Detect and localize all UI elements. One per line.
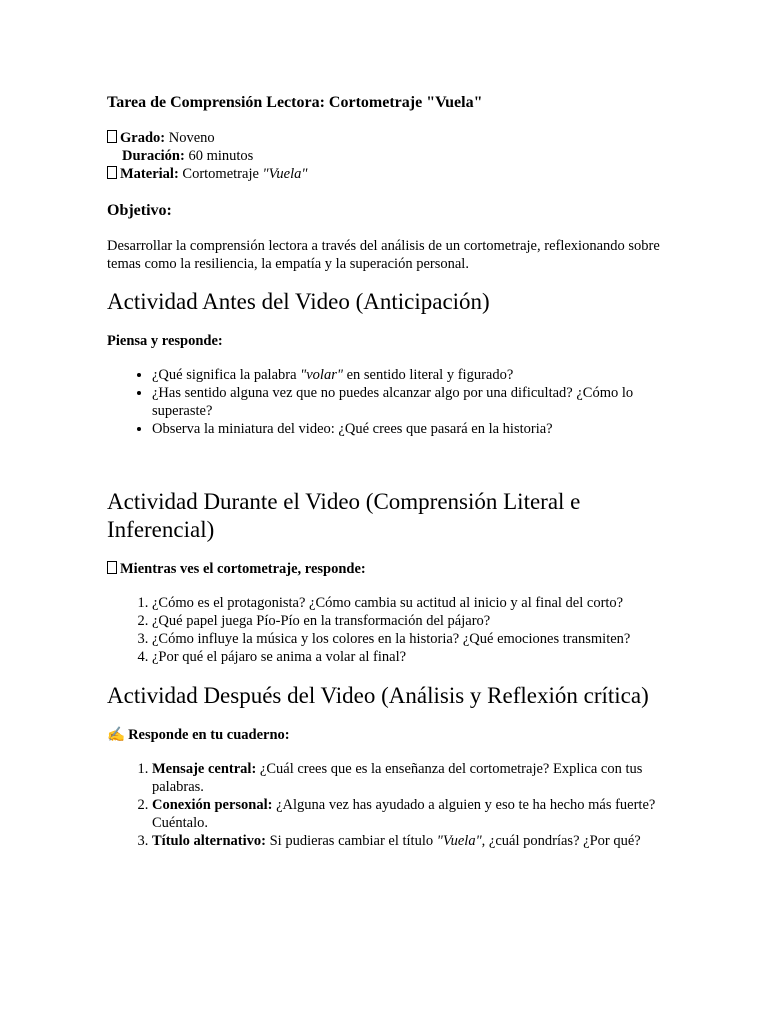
after-prompt: Responde en tu cuaderno: <box>128 727 290 743</box>
list-item <box>152 796 667 832</box>
emphasized-word: "volar" <box>300 367 343 383</box>
list-item: 3. ¿Cómo influye la música y los colores en la historia? ¿Qué emociones transmiten? <box>152 630 667 648</box>
meta-block <box>107 129 667 183</box>
list-item: 1. ¿Cómo es el protagonista? ¿Cómo cambia su actitud al inicio y al final del corto? <box>152 594 667 612</box>
missing-glyph-icon <box>107 130 117 143</box>
missing-glyph-icon <box>107 561 117 574</box>
grade-value: Noveno <box>168 130 215 146</box>
item-text: , ¿cuál pondrías? ¿Por qué? <box>481 833 641 849</box>
item-label: Mensaje central: <box>152 761 257 777</box>
document-title: Tarea de Comprensión Lectora: Cortometraje "Vuela" <box>107 94 483 111</box>
duration-label: Duración: <box>122 148 185 164</box>
during-question-list <box>107 594 667 666</box>
objective-label: Objetivo: <box>107 202 172 219</box>
list-item: • ¿Has sentido alguna vez que no puedes alcanzar algo por una dificultad? ¿Cómo lo superaste? <box>152 384 667 420</box>
material-line <box>107 165 667 183</box>
before-heading: Actividad Antes del Video (Anticipación) <box>107 289 490 314</box>
list-item: 2. ¿Qué papel juega Pío-Pío en la transformación del pájaro? <box>152 612 667 630</box>
question-text: en sentido literal y figurado? <box>342 367 514 383</box>
material-value: Cortometraje <box>182 166 259 182</box>
question-text: ¿Qué significa la palabra <box>152 367 301 383</box>
before-prompt: Piensa y responde: <box>107 333 223 349</box>
material-title: "Vuela" <box>262 166 308 182</box>
writing-hand-icon: ✍ <box>107 727 126 743</box>
item-label: Título alternativo: <box>152 833 266 849</box>
item-text: ¿Cuál crees que es la enseñanza del cortometraje? Explica con tus palabras. <box>152 761 643 795</box>
after-prompt-line <box>107 726 667 744</box>
document-content <box>107 93 667 850</box>
item-label: Conexión personal: <box>152 797 273 813</box>
objective-text: Desarrollar la comprensión lectora a través del análisis de un cortometraje, reflexionando sobre temas como la resiliencia, la empatía y la superación personal. <box>107 238 660 272</box>
grade-label: Grado: <box>120 130 166 146</box>
before-question-list <box>107 366 667 438</box>
item-text: Si pudieras cambiar el título <box>265 833 437 849</box>
after-heading: Actividad Después del Video (Análisis y Reflexión crítica) <box>107 683 649 708</box>
grade-line <box>107 129 667 147</box>
duration-value: 60 minutos <box>188 148 254 164</box>
during-prompt-line <box>107 560 667 578</box>
duration-line <box>107 147 667 165</box>
list-item: • Observa la miniatura del video: ¿Qué crees que pasará en la historia? <box>152 420 667 438</box>
during-heading: Actividad Durante el Video (Comprensión Literal e Inferencial) <box>107 489 581 542</box>
list-item <box>152 366 667 384</box>
emphasized-title: "Vuela" <box>436 833 482 849</box>
material-label: Material: <box>120 166 179 182</box>
list-item <box>152 832 667 850</box>
after-question-list <box>107 760 667 850</box>
missing-glyph-icon <box>107 166 117 179</box>
during-prompt: Mientras ves el cortometraje, responde: <box>120 561 366 577</box>
list-item: 4. ¿Por qué el pájaro se anima a volar al final? <box>152 648 667 666</box>
list-item <box>152 760 667 796</box>
item-text: ¿Alguna vez has ayudado a alguien y eso te ha hecho más fuerte? Cuéntalo. <box>152 797 656 831</box>
